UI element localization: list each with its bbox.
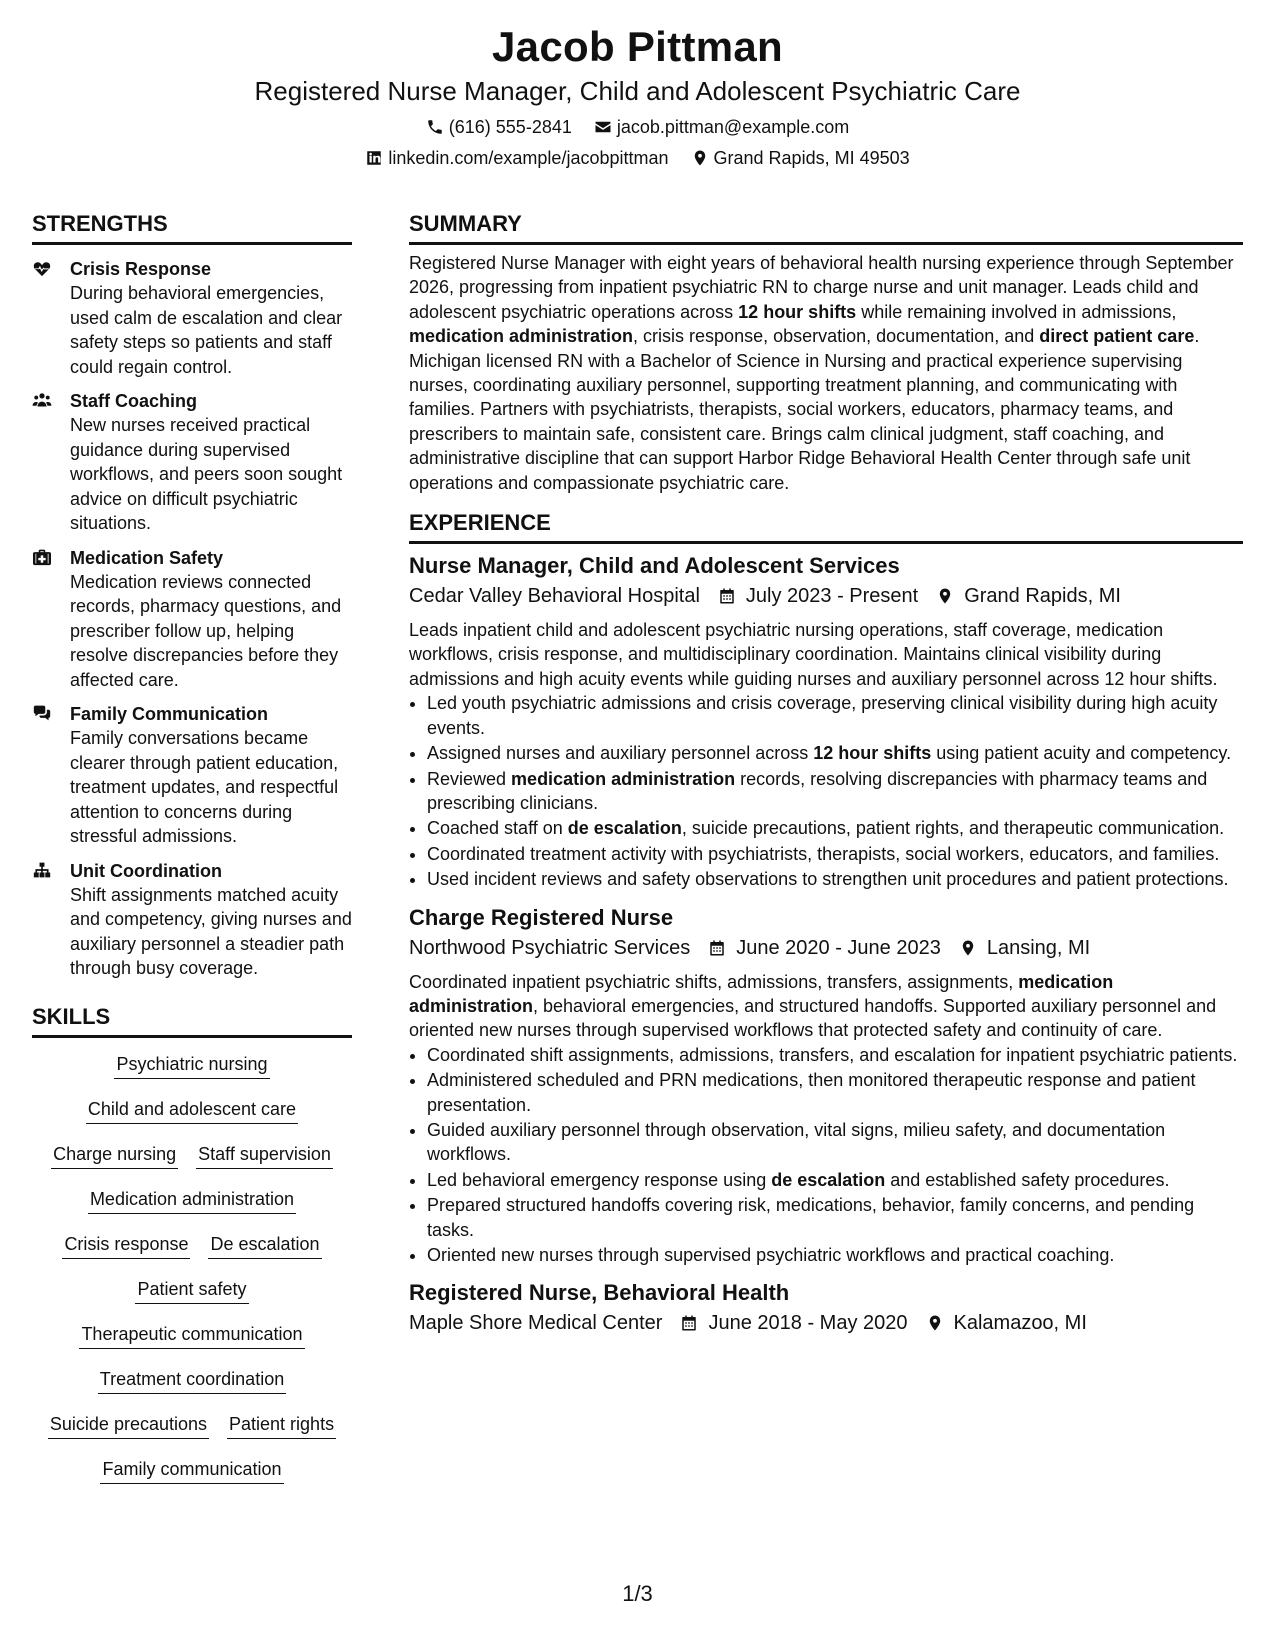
users-icon (32, 389, 70, 536)
phone-text: (616) 555-2841 (448, 117, 572, 137)
skill-row (32, 1367, 352, 1412)
skill-row (32, 1142, 352, 1187)
skill-row (32, 1277, 352, 1322)
job-bullet: • Guided auxiliary personnel through observation, vital signs, milieu safety, and documentation workflows. (427, 1118, 1243, 1167)
job-bullet: • Coached staff on de escalation, suicide precautions, patient rights, and therapeutic communication. (427, 816, 1243, 840)
company-name: Cedar Valley Behavioral Hospital (409, 585, 700, 608)
skills-list (32, 1052, 352, 1502)
skill-tag: Therapeutic communication (79, 1322, 304, 1349)
strength-title: Staff Coaching (70, 391, 198, 411)
strength-title: Unit Coordination (70, 860, 222, 881)
emphasis-text: 12 hour shifts (738, 301, 857, 322)
map-marker-icon (691, 149, 709, 167)
calendar-icon (718, 587, 736, 605)
job-location: Grand Rapids, MI (964, 585, 1121, 608)
job-bullets (409, 691, 1243, 891)
company-name: Maple Shore Medical Center (409, 1312, 663, 1335)
skill-tag: Patient rights (227, 1412, 336, 1439)
strength-description: During behavioral emergencies, used calm de escalation and clear safety steps so patients and staff could regain control. (70, 283, 343, 377)
skill-tag: Crisis response (62, 1232, 190, 1259)
calendar-icon (680, 1314, 698, 1332)
emphasis-text: direct patient care (1039, 326, 1195, 347)
skill-tag: Staff supervision (196, 1142, 333, 1169)
job-title: Charge Registered Nurse (409, 904, 674, 930)
experience-list (409, 552, 1243, 1337)
job-title: Nurse Manager, Child and Adolescent Services (409, 553, 900, 579)
experience-heading: EXPERIENCE (409, 509, 1243, 544)
summary-paragraph: Registered Nurse Manager with eight years of behavioral health nursing experience through September 2026, progressing from inpatient psychiatric RN to charge nurse and unit manager. Leads child and adolescent psychiatric operations across 12 hour shifts while remaining involved in admissions, medication administration, crisis response, observation, documentation, and direct patient care. Michigan licensed RN with a Bachelor of Science in Nursing and practical experience supervising nurses, coordinating auxiliary personnel, supporting treatment planning, and communicating with families. Partners with psychiatrists, therapists, social workers, educators, pharmacy teams, and prescribers to maintain safe, consistent care. Brings calm clinical judgment, staff coaching, and administrative discipline that can support Harbor Ridge Behavioral Health Center through safe unit operations and compassionate psychiatric care. (409, 253, 1234, 493)
envelope-icon (594, 118, 612, 136)
strength-title: Family Communication (70, 704, 269, 724)
emphasis-text: de escalation (567, 818, 682, 839)
strength-title: Crisis Response (70, 259, 212, 279)
strength-item (32, 257, 352, 379)
skill-row (32, 1052, 352, 1097)
emphasis-text: de escalation (771, 1169, 886, 1190)
skill-tag: De escalation (208, 1232, 321, 1259)
job-bullet: • Coordinated shift assignments, admissions, transfers, and escalation for inpatient psychiatric patients. (427, 1043, 1243, 1067)
medkit-icon (32, 546, 70, 693)
job-summary: Coordinated inpatient psychiatric shifts, admissions, transfers, assignments, medication administration, behavioral emergencies, and structured handoffs. Supported auxiliary personnel and oriented new nurses through supervised workflows that protected safety and continuity of care. (409, 971, 1217, 1041)
job-summary: Leads inpatient child and adolescent psychiatric nursing operations, staff coverage, medication workflows, crisis response, and multidisciplinary coordination. Maintains clinical visibility during admissions and high acuity events while guiding nurses and auxiliary personnel across 12 hour shifts. (409, 620, 1218, 689)
skill-tag: Medication administration (88, 1187, 296, 1214)
job-bullet: • Reviewed medication administration records, resolving discrepancies with pharmacy teams and prescribing clinicians. (427, 767, 1243, 816)
location-text: Grand Rapids, MI 49503 (713, 148, 910, 168)
job-location: Kalamazoo, MI (953, 1312, 1087, 1335)
skill-row (32, 1412, 352, 1457)
job-bullet: • Led youth psychiatric admissions and crisis coverage, preserving clinical visibility during high acuity events. (427, 691, 1243, 740)
candidate-title: Registered Nurse Manager, Child and Adolescent Psychiatric Care (254, 76, 1021, 106)
job-bullet: • Led behavioral emergency response using de escalation and established safety procedures. (427, 1168, 1243, 1192)
map-marker-icon (926, 1314, 944, 1332)
emphasis-text: medication administration (409, 326, 634, 347)
job-bullet: • Assigned nurses and auxiliary personnel across 12 hour shifts using patient acuity and competency. (427, 741, 1243, 765)
skill-tag: Treatment coordination (98, 1367, 286, 1394)
candidate-name: Jacob Pittman (492, 23, 783, 70)
job-bullet: • Used incident reviews and safety observations to strengthen unit procedures and patient protections. (427, 867, 1243, 891)
email-contact[interactable] (594, 115, 849, 139)
strength-description: Medication reviews connected records, pharmacy questions, and prescriber follow up, helping resolve discrepancies before they affected care. (70, 571, 342, 690)
right-column (409, 210, 1243, 1345)
job-title: Registered Nurse, Behavioral Health (409, 1280, 790, 1306)
skill-row (32, 1457, 352, 1502)
experience-entry (409, 904, 1243, 1268)
job-meta (409, 582, 1243, 610)
job-dates: June 2020 - June 2023 (736, 936, 941, 959)
skills-heading: SKILLS (32, 1003, 352, 1038)
strength-description: New nurses received practical guidance during supervised workflows, and peers soon sought advice on difficult psychiatric situations. (70, 415, 343, 533)
strength-description: Family conversations became clearer through patient education, treatment updates, and respectful attention to concerns during stressful admissions. (70, 728, 339, 846)
skill-tag: Family communication (100, 1457, 283, 1484)
linkedin-contact[interactable] (365, 146, 668, 170)
skill-tag: Patient safety (135, 1277, 248, 1304)
contact-row-2 (0, 146, 1275, 170)
location-contact (691, 146, 910, 170)
strengths-list (32, 257, 352, 981)
job-bullet: • Oriented new nurses through supervised psychiatric workflows and practical coaching. (427, 1243, 1243, 1267)
strength-item (32, 859, 352, 981)
left-column (32, 210, 352, 1502)
map-marker-icon (936, 587, 954, 605)
phone-icon (426, 118, 444, 136)
job-dates: June 2018 - May 2020 (708, 1312, 908, 1335)
calendar-icon (708, 939, 726, 957)
job-location: Lansing, MI (986, 936, 1091, 959)
strength-title: Medication Safety (70, 547, 224, 568)
experience-entry (409, 552, 1243, 891)
emphasis-text: medication administration (511, 768, 736, 789)
job-bullet: • Administered scheduled and PRN medications, then monitored therapeutic response and patient presentation. (427, 1068, 1243, 1117)
strength-item (32, 546, 352, 693)
linkedin-text: linkedin.com/example/jacobpittman (388, 148, 669, 168)
phone-contact[interactable] (426, 115, 572, 139)
skill-row (32, 1097, 352, 1142)
job-bullet: • Coordinated treatment activity with psychiatrists, therapists, social workers, educators, and families. (427, 842, 1243, 866)
skill-tag: Suicide precautions (48, 1412, 209, 1439)
map-marker-icon (959, 939, 977, 957)
strength-item (32, 389, 352, 536)
strength-item (32, 702, 352, 849)
skill-row (32, 1322, 352, 1367)
experience-entry (409, 1279, 1243, 1337)
skill-row (32, 1232, 352, 1277)
heartbeat-icon (32, 257, 70, 379)
job-bullets (409, 1043, 1243, 1268)
strengths-heading: STRENGTHS (32, 210, 352, 245)
page-number: 1/3 (622, 1581, 653, 1606)
company-name: Northwood Psychiatric Services (409, 936, 691, 959)
job-meta (409, 1309, 1243, 1337)
skill-tag: Charge nursing (51, 1142, 178, 1169)
linkedin-icon (365, 149, 383, 167)
skill-row (32, 1187, 352, 1232)
resume-header (0, 22, 1275, 170)
sitemap-icon (32, 859, 70, 981)
job-dates: July 2023 - Present (745, 585, 919, 608)
skill-tag: Child and adolescent care (86, 1097, 298, 1124)
job-meta (409, 934, 1243, 962)
emphasis-text: 12 hour shifts (813, 743, 932, 764)
contact-row-1 (0, 115, 1275, 139)
emphasis-text: medication administration (409, 971, 1114, 1016)
job-bullet: • Prepared structured handoffs covering risk, medications, behavior, family concerns, and pending tasks. (427, 1193, 1243, 1242)
email-text: jacob.pittman@example.com (616, 117, 850, 137)
strength-description: Shift assignments matched acuity and competency, giving nurses and auxiliary personnel a steadier path through busy coverage. (70, 884, 352, 978)
comments-icon (32, 702, 70, 849)
summary-heading: SUMMARY (409, 210, 1243, 245)
skill-tag: Psychiatric nursing (114, 1052, 269, 1079)
